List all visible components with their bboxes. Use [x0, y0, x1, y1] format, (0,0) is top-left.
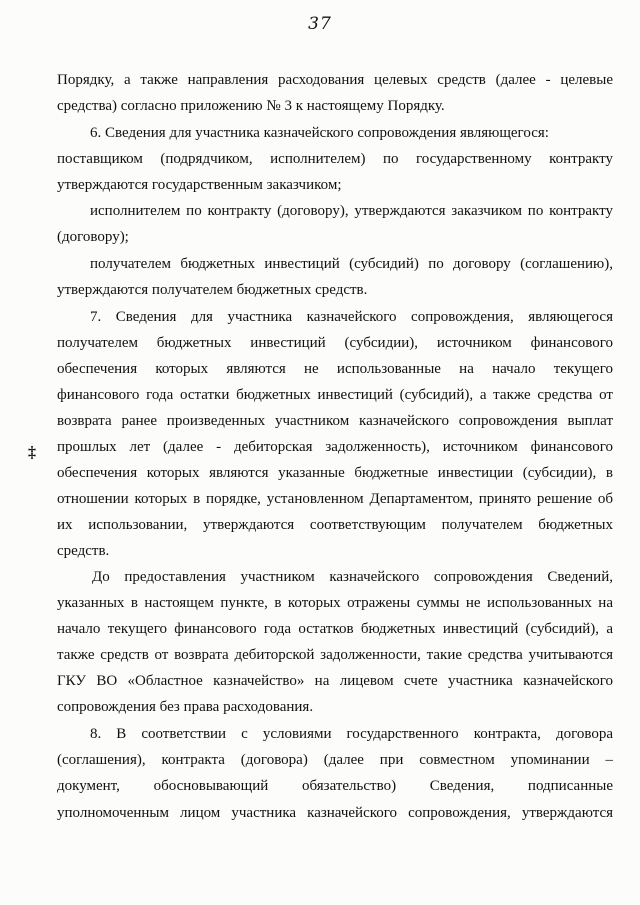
- text-line: прошлых лет (далее - дебиторская задолженность), источником финансового: [57, 439, 613, 455]
- text-line: указанных в настоящем пункте, в которых отражены суммы не использованных на: [57, 595, 613, 611]
- text-line: средства) согласно приложению № 3 к настоящему Порядку.: [57, 98, 445, 114]
- text-line: начало текущего финансового года остатков бюджетных инвестиций (субсидий), а: [57, 621, 613, 637]
- text-line: поставщиком (подрядчиком, исполнителем) по государственному контракту: [57, 151, 613, 167]
- text-line: финансового года остатки бюджетных инвестиций (субсидий), а также средства от: [57, 387, 613, 403]
- page-number: 37: [308, 14, 332, 34]
- text-line: их использовании, утверждаются соответствующим получателем бюджетных: [57, 517, 613, 533]
- text-line: также средств от возврата дебиторской задолженности, такие средства учитываются: [57, 647, 613, 663]
- text-line: документ, обосновывающий обязательство) Сведения, подписанные: [57, 778, 613, 794]
- text-line: ГКУ ВО «Областное казначейство» на лицевом счете участника казначейского: [57, 673, 613, 689]
- text-line: средств.: [57, 543, 110, 559]
- text-line: обеспечения которых являются указанные бюджетные инвестиции (субсидии), в: [57, 465, 613, 481]
- text-line: сопровождения без права расходования.: [57, 699, 314, 715]
- text-line: 7. Сведения для участника казначейского сопровождения, являющегося: [90, 309, 613, 325]
- text-line: (соглашения), контракта (договора) (далее при совместном упоминании –: [57, 752, 613, 768]
- text-line: получателем бюджетных инвестиций (субсидий) по договору (соглашению),: [90, 256, 613, 272]
- text-line: утверждаются получателем бюджетных средств.: [57, 282, 368, 298]
- text-line: обеспечения которых являются не использованные на начало текущего: [57, 361, 613, 377]
- text-line: 8. В соответствии с условиями государственного контракта, договора: [90, 726, 613, 742]
- text-line: Порядку, а также направления расходования целевых средств (далее - целевые: [57, 72, 613, 88]
- text-line: утверждаются государственным заказчиком;: [57, 177, 342, 193]
- text-line: исполнителем по контракту (договору), утверждаются заказчиком по контракту: [90, 203, 613, 219]
- text-line: отношении которых в порядке, установленном Департаментом, принято решение об: [57, 491, 613, 507]
- margin-mark: ‡: [28, 444, 36, 461]
- text-line: получателем бюджетных инвестиций (субсидии), источником финансового: [57, 335, 613, 351]
- text-line: До предоставления участником казначейского сопровождения Сведений,: [92, 569, 613, 585]
- text-line: возврата ранее произведенных участником казначейского сопровождения выплат: [57, 413, 613, 429]
- text-line: 6. Сведения для участника казначейского сопровождения являющегося:: [90, 125, 549, 141]
- text-line: (договору);: [57, 229, 129, 245]
- text-line: уполномоченным лицом участника казначейского сопровождения, утверждаются: [57, 805, 613, 821]
